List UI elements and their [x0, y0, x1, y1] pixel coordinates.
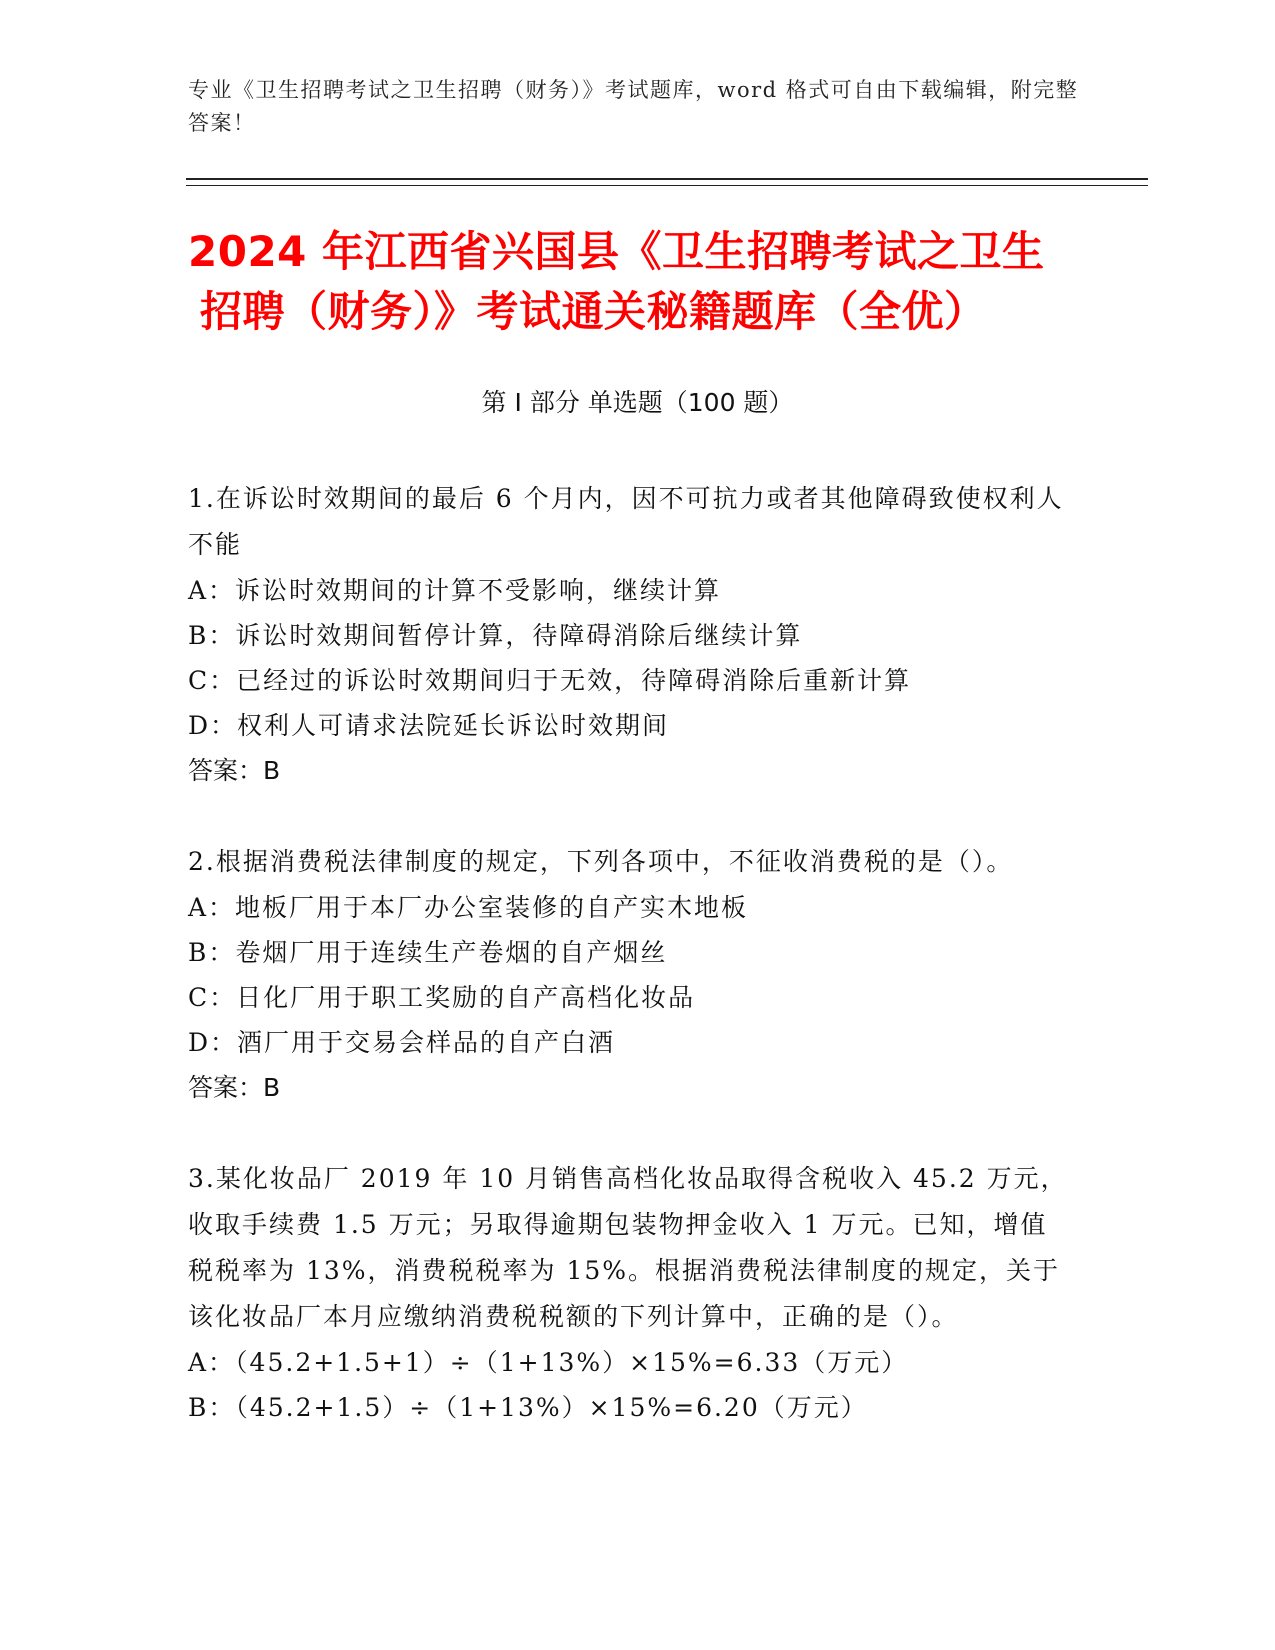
- option-b: B：卷烟厂用于连续生产卷烟的自产烟丝: [188, 938, 668, 967]
- question-text: 3.某化妆品厂 2019 年 10 月销售高档化妆品取得含税收入 45.2 万元，收取手续费 1.5 万元；另取得逾期包装物押金收入 1 万元。已知，增值税税率为 13%，消费税税率为 15%。根据消费税法律制度的规定，关于该化妆品厂本月应缴纳消费税税额的下列计算中，正确的是（）。: [188, 1164, 1068, 1331]
- option-a: A：（45.2+1.5+1）÷（1+13%）×15%=6.33（万元）: [188, 1348, 909, 1377]
- option-b: B：诉讼时效期间暂停计算，待障碍消除后继续计算: [188, 621, 803, 650]
- option-b: B：（45.2+1.5）÷（1+13%）×15%=6.20（万元）: [188, 1393, 868, 1422]
- header-rule-thick: [186, 178, 1148, 180]
- question-text: 2.根据消费税法律制度的规定，下列各项中，不征收消费税的是（）。: [188, 847, 1014, 876]
- option-a: A：地板厂用于本厂办公室装修的自产实木地板: [188, 893, 749, 922]
- question-2: [188, 839, 1068, 1111]
- answer-line: 答案：B: [188, 1073, 281, 1102]
- header-rule-thin: [186, 185, 1148, 186]
- document-title: [188, 222, 1088, 342]
- section-heading: 第 I 部分 单选题（100 题）: [481, 388, 794, 417]
- header-note: 专业《卫生招聘考试之卫生招聘（财务）》考试题库，word 格式可自由下载编辑，附完整答案！: [188, 78, 1079, 135]
- option-c: C：已经过的诉讼时效期间归于无效，待障碍消除后重新计算: [188, 666, 912, 695]
- question-spacer: [188, 1111, 1068, 1156]
- document-title-line-2: 招聘（财务）》考试通关秘籍题库（全优）: [200, 287, 987, 336]
- question-3: [188, 1156, 1068, 1430]
- answer-line: 答案：B: [188, 756, 281, 785]
- question-1: [188, 476, 1068, 794]
- option-d: D：权利人可请求法院延长诉讼时效期间: [188, 711, 670, 740]
- question-spacer: [188, 794, 1068, 839]
- option-c: C：日化厂用于职工奖励的自产高档化妆品: [188, 983, 696, 1012]
- question-text: 1.在诉讼时效期间的最后 6 个月内，因不可抗力或者其他障碍致使权利人不能: [188, 484, 1064, 559]
- question-list: [188, 476, 1068, 1430]
- option-a: A：诉讼时效期间的计算不受影响，继续计算: [188, 576, 722, 605]
- option-d: D：酒厂用于交易会样品的自产白酒: [188, 1028, 616, 1057]
- document-title-line-1: 2024 年江西省兴国县《卫生招聘考试之卫生: [188, 227, 1045, 276]
